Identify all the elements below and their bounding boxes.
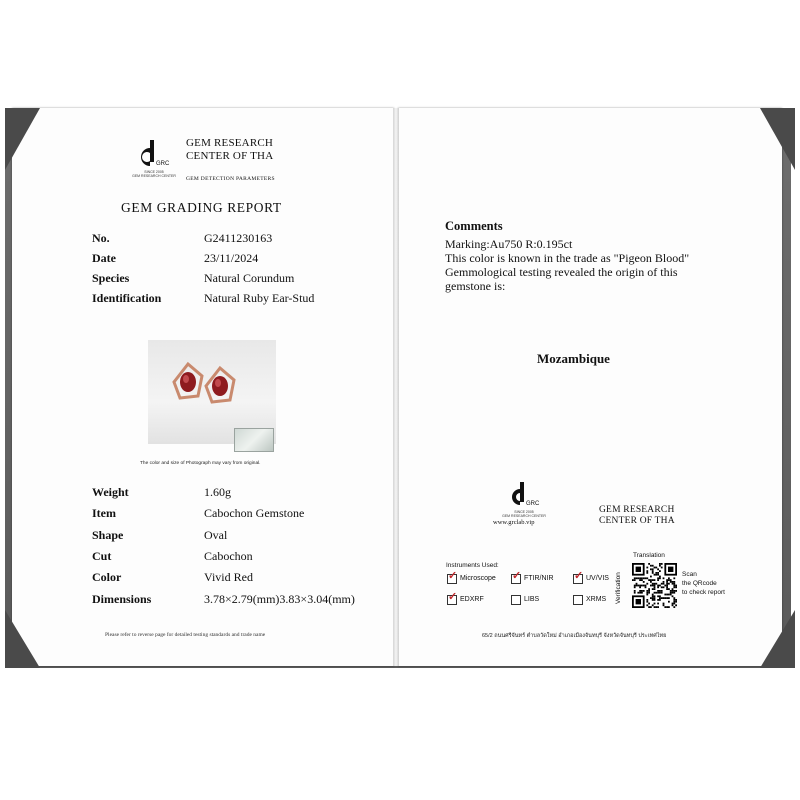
logo-since: SINCE 2005 xyxy=(514,510,534,514)
field-row-shape xyxy=(92,528,372,544)
field-row-weight xyxy=(92,485,372,501)
grc-logo xyxy=(130,140,178,178)
field-row-item xyxy=(92,506,372,522)
instrument-checkbox xyxy=(447,591,458,605)
verification-label: Verification xyxy=(615,572,622,604)
field-row-species xyxy=(92,271,372,287)
instrument-checkbox xyxy=(511,570,522,584)
instrument-name: FTIR/NIR xyxy=(524,575,554,582)
field-row-no xyxy=(92,231,372,247)
field-label: Cut xyxy=(92,549,112,563)
field-label: Dimensions xyxy=(92,592,152,606)
instrument-checkbox xyxy=(447,570,458,584)
comment-line: gemstone is: xyxy=(445,279,506,293)
field-row-cut xyxy=(92,549,372,565)
field-value: Vivid Red xyxy=(204,570,253,584)
field-label: Identification xyxy=(92,291,162,305)
field-value: 3.78×2.79(mm)3.83×3.04(mm) xyxy=(204,592,355,606)
translation-label: Translation xyxy=(633,552,665,559)
instrument-name: EDXRF xyxy=(460,596,484,603)
address: 65/2 ถนนศรีจันทร์ ตำบลวัดใหม่ อำเภอเมืองจันทบุรี จังหวัดจันทบุรี ประเทศไทย xyxy=(482,633,667,639)
instrument-name: UV/VIS xyxy=(586,575,609,582)
field-value: Cabochon Gemstone xyxy=(204,506,305,520)
field-label: Color xyxy=(92,570,122,584)
qr-hint-line: to check report xyxy=(682,589,725,596)
comment-line: Gemmological testing revealed the origin of this xyxy=(445,265,678,279)
website: www.grclab.vip xyxy=(493,519,535,526)
logo-center-name: GEM RESEARCH CENTER xyxy=(502,514,546,518)
field-value: 23/11/2024 xyxy=(204,251,259,265)
origin-country: Mozambique xyxy=(537,351,610,366)
svg-text:GRC: GRC xyxy=(526,501,540,507)
qr-hint-line: Scan xyxy=(682,571,697,578)
field-value: Natural Ruby Ear-Stud xyxy=(204,291,315,305)
instrument-name: Microscope xyxy=(460,575,496,582)
org-name-line1: GEM RESEARCH xyxy=(599,505,675,515)
field-row-identification xyxy=(92,291,372,307)
field-label: Species xyxy=(92,271,130,285)
field-label: Item xyxy=(92,506,116,520)
check-icon: ✓ xyxy=(574,570,584,582)
check-icon: ✓ xyxy=(448,591,458,603)
field-value: Natural Corundum xyxy=(204,271,295,285)
qr-hint xyxy=(682,570,725,597)
grc-logo-icon xyxy=(130,140,178,170)
field-label: No. xyxy=(92,231,110,245)
field-value: 1.60g xyxy=(204,485,231,499)
instrument-checkbox xyxy=(511,595,521,605)
org-name-line1: GEM RESEARCH xyxy=(186,137,274,149)
org-name-right xyxy=(599,505,675,527)
instruments-heading: Instruments Used: xyxy=(446,562,499,569)
qr-code-icon[interactable] xyxy=(632,563,677,608)
org-name-line2: CENTER OF THA xyxy=(186,150,274,162)
grc-logo-icon xyxy=(500,482,548,510)
instrument-checkbox xyxy=(573,595,583,605)
grc-logo-right xyxy=(500,482,548,518)
field-row-color xyxy=(92,570,372,586)
org-name-line2: CENTER OF THA xyxy=(599,516,675,526)
instrument-checkbox xyxy=(573,570,584,584)
svg-text:GRC: GRC xyxy=(156,161,170,167)
instrument-name: LIBS xyxy=(524,596,540,603)
field-row-date xyxy=(92,251,372,267)
field-value: G2411230163 xyxy=(204,231,273,245)
instrument-name: XRMS xyxy=(586,596,607,603)
footnote: Please refer to reverse page for detailed testing standards and trade name xyxy=(105,632,266,638)
comments-heading: Comments xyxy=(445,219,503,233)
report-title: GEM GRADING REPORT xyxy=(121,200,282,215)
qr-hint-line: the QRcode xyxy=(682,580,717,587)
field-label: Shape xyxy=(92,528,124,542)
field-value: Cabochon xyxy=(204,549,253,563)
field-row-dimensions xyxy=(92,592,372,608)
comment-line: Marking:Au750 R:0.195ct xyxy=(445,237,573,251)
org-name xyxy=(186,137,273,163)
comment-line: This color is known in the trade as "Pigeon Blood" xyxy=(445,251,690,265)
org-subtitle: GEM DETECTION PARAMETERS xyxy=(186,176,275,182)
field-value: Oval xyxy=(204,528,228,542)
hologram-seal xyxy=(234,428,274,452)
logo-since: SINCE 2005 xyxy=(144,170,164,174)
field-label: Date xyxy=(92,251,116,265)
photo-note: The color and size of Photograph may vary from original. xyxy=(140,461,261,466)
check-icon: ✓ xyxy=(448,570,458,582)
check-icon: ✓ xyxy=(512,570,522,582)
field-label: Weight xyxy=(92,485,129,499)
logo-center-name: GEM RESEARCH CENTER xyxy=(132,174,176,178)
